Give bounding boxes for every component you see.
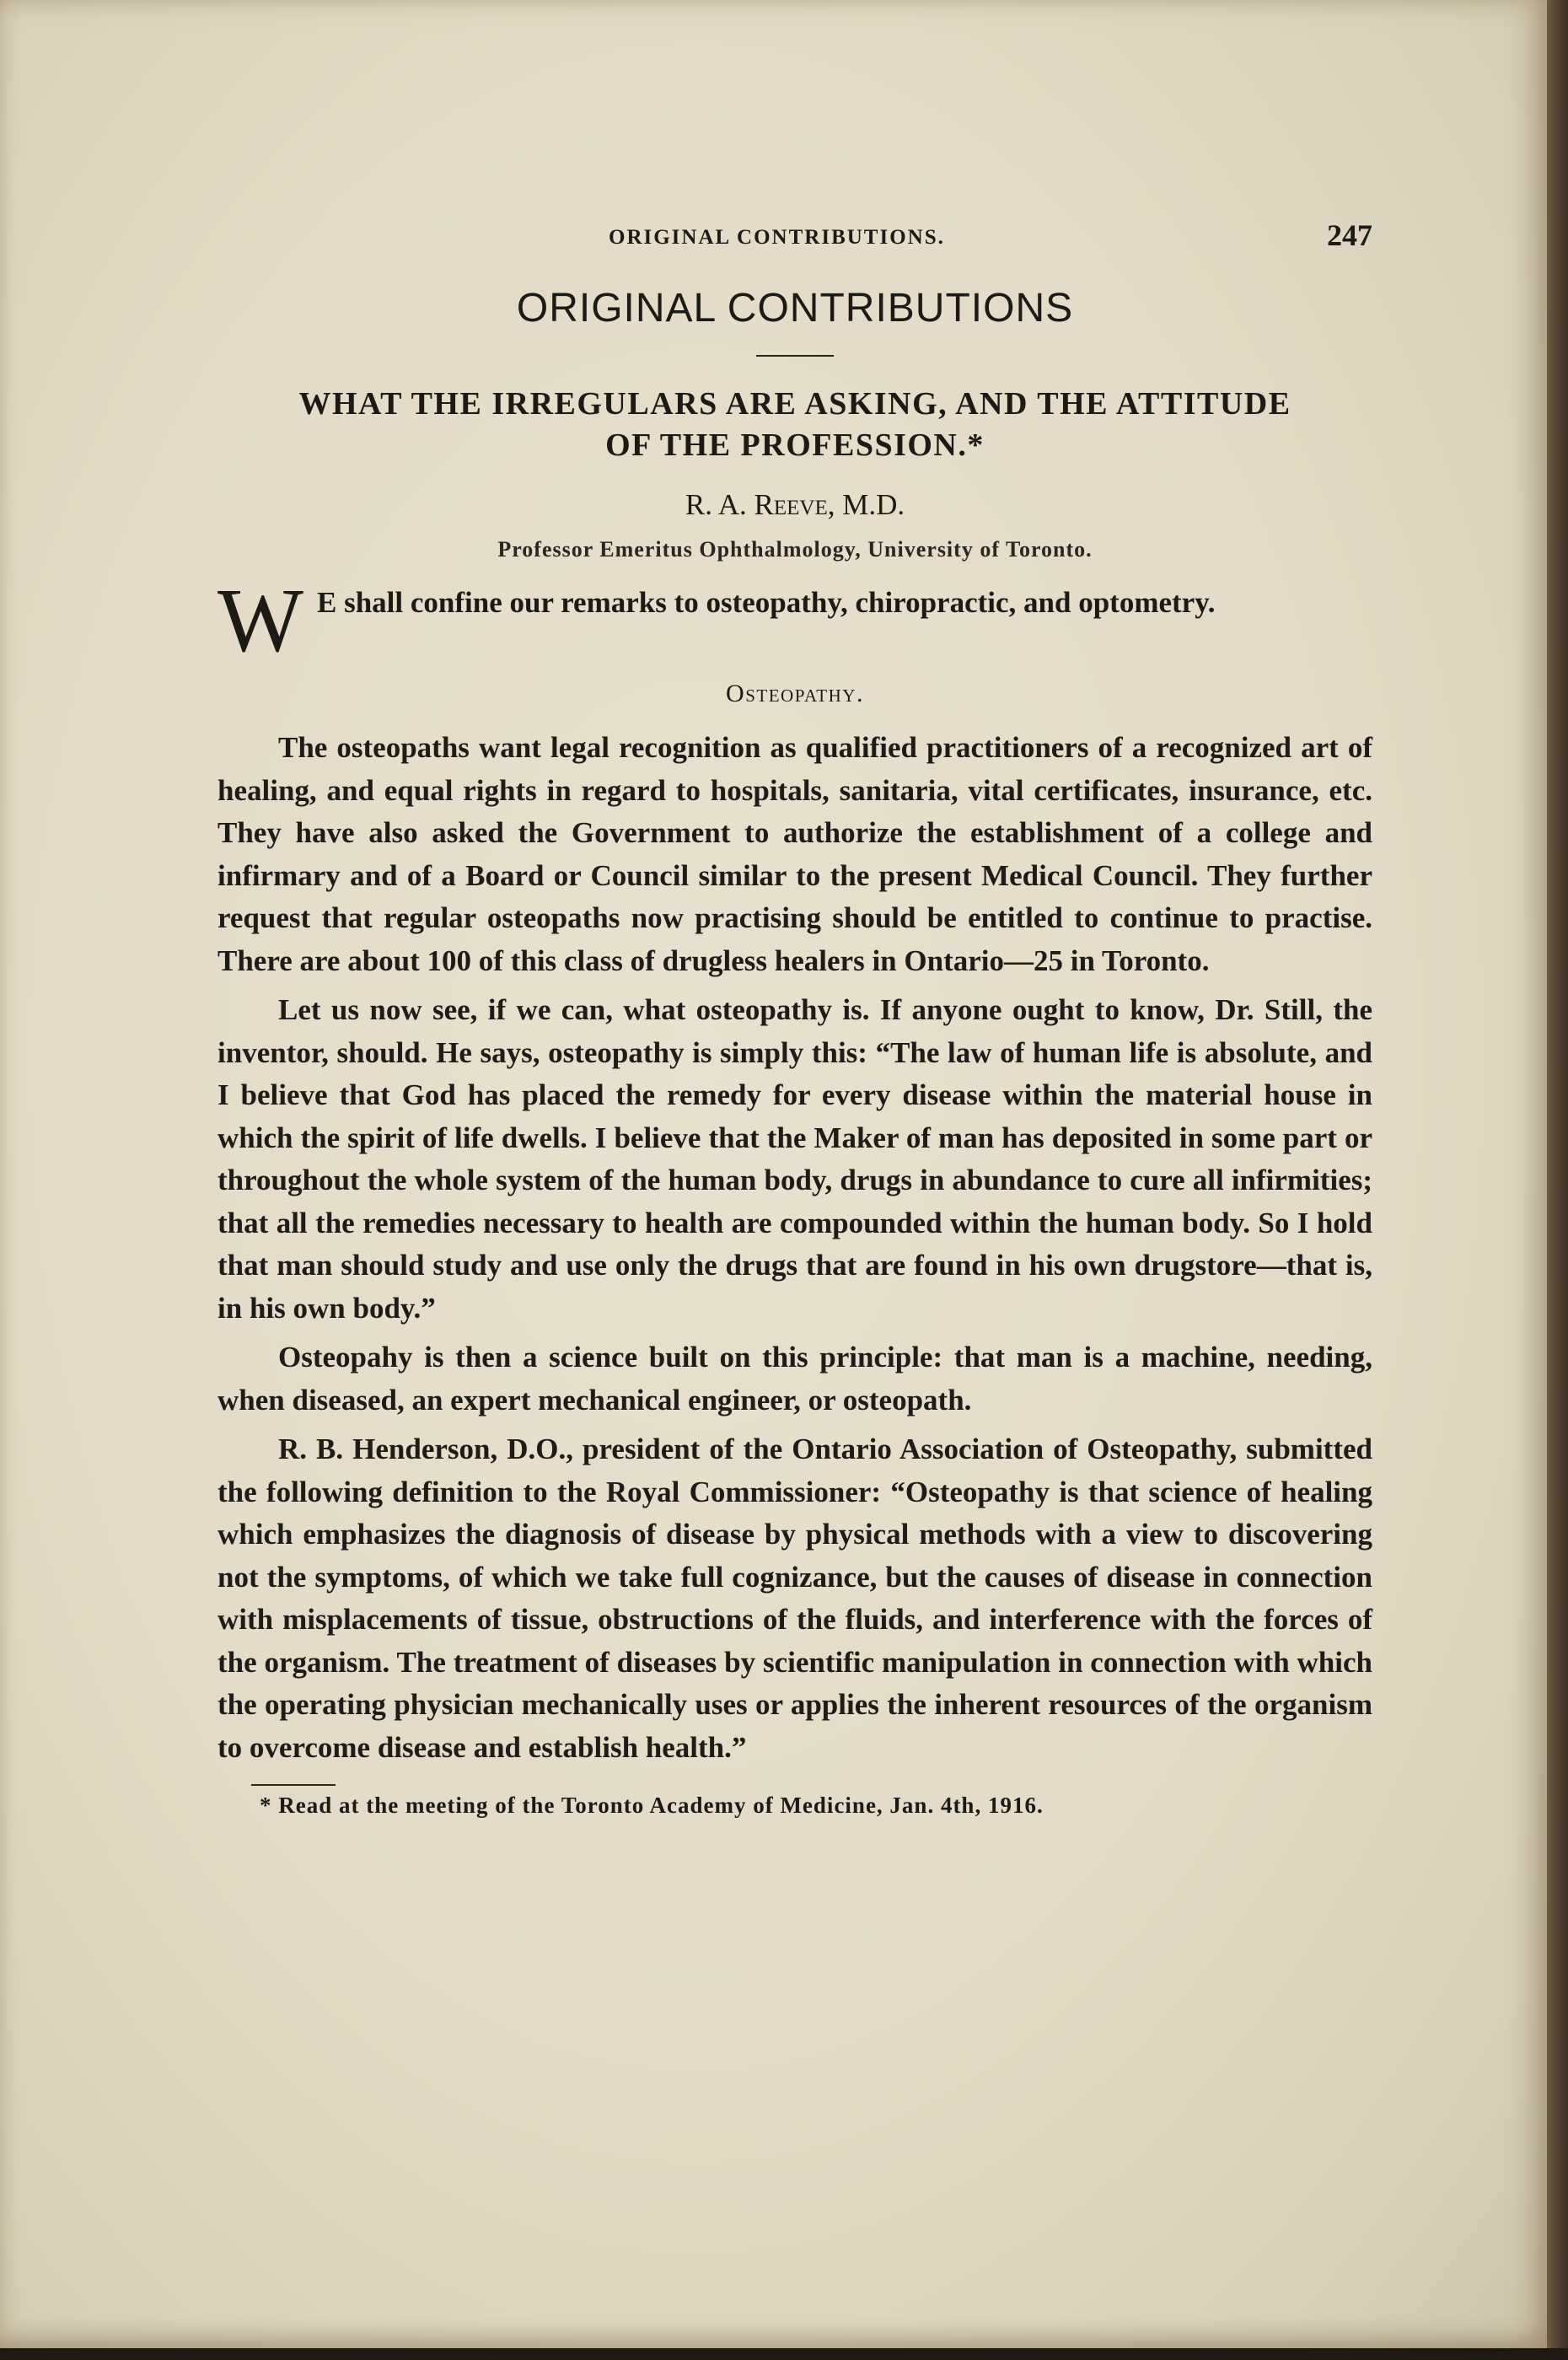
book-spine-edge	[1547, 0, 1568, 2360]
body-text	[217, 727, 1372, 1769]
intro-paragraph	[217, 571, 1372, 671]
paragraph: The osteopaths want legal recognition as qualified practitioners of a recognized art of healing, and equal rights in regard to hospitals, sanitaria, vital certificates, insurance, etc. They have also asked the Government to authorize the establishment of a college and infirmary and of a Board or Council similar to the present Medical Council. They further request that regular osteopaths now practising should be entitled to continue to practise. There are about 100 of this class of drugless healers in Ontario—25 in Toronto.	[217, 731, 1372, 977]
footnote-rule	[251, 1784, 336, 1786]
page-content	[217, 218, 1372, 1819]
section-title: ORIGINAL CONTRIBUTIONS	[516, 286, 1074, 331]
page-bottom-edge	[0, 2348, 1568, 2360]
article-title-line1: WHAT THE IRREGULARS ARE ASKING, AND THE ATTITUDE	[298, 386, 1291, 422]
running-head-title: ORIGINAL CONTRIBUTIONS.	[609, 226, 945, 249]
drop-cap: W	[217, 571, 303, 671]
paragraph: Let us now see, if we can, what osteopathy is. If anyone ought to know, Dr. Still, the inventor, should. He says, osteopathy is simply this: “The law of human life is absolute, and I believe that God has placed the remedy for every disease within the material house in which the spirit of life dwells. I believe that the Maker of man has deposited in some part or throughout the whole system of the human body, drugs in abundance to cure all infirmities; that all the remedies necessary to health are compounded within the human body. So I hold that man should study and use only the drugs that are found in his own drugstore—that is, in his own body.”	[217, 993, 1372, 1325]
article-title	[217, 384, 1372, 466]
author-affiliation: Professor Emeritus Ophthalmology, University of Toronto.	[497, 537, 1093, 562]
author: R. A. Reeve, M.D.	[685, 488, 905, 521]
page-number: 247	[1327, 218, 1372, 252]
paragraph: Osteopahy is then a science built on this principle: that man is a machine, needing, when diseased, an expert mechanical engineer, or osteopath.	[217, 1341, 1372, 1417]
title-rule	[756, 355, 834, 357]
running-head	[217, 218, 1372, 277]
intro-text: E shall confine our remarks to osteopathy, chiropractic, and optometry.	[317, 586, 1216, 619]
subheading: Osteopathy.	[726, 680, 864, 707]
paragraph: R. B. Henderson, D.O., president of the Ontario Association of Osteopathy, submitted the following definition to the Royal Commissioner: “Osteopathy is that science of healing which emphasizes the diagnosis of disease by physical methods with a view to discovering not the symptoms, of which we take full cognizance, but the causes of disease in connection with misplacements of tissue, obstructions of the fluids, and interference with the forces of the organism. The treatment of diseases by scientific manipulation in connection with which the operating physician mechanically uses or applies the inherent resources of the organism to overcome disease and establish health.”	[217, 1433, 1372, 1764]
footnote: * Read at the meeting of the Toronto Academy of Medicine, Jan. 4th, 1916.	[260, 1793, 1044, 1818]
article-title-line2: OF THE PROFESSION.*	[605, 427, 985, 463]
